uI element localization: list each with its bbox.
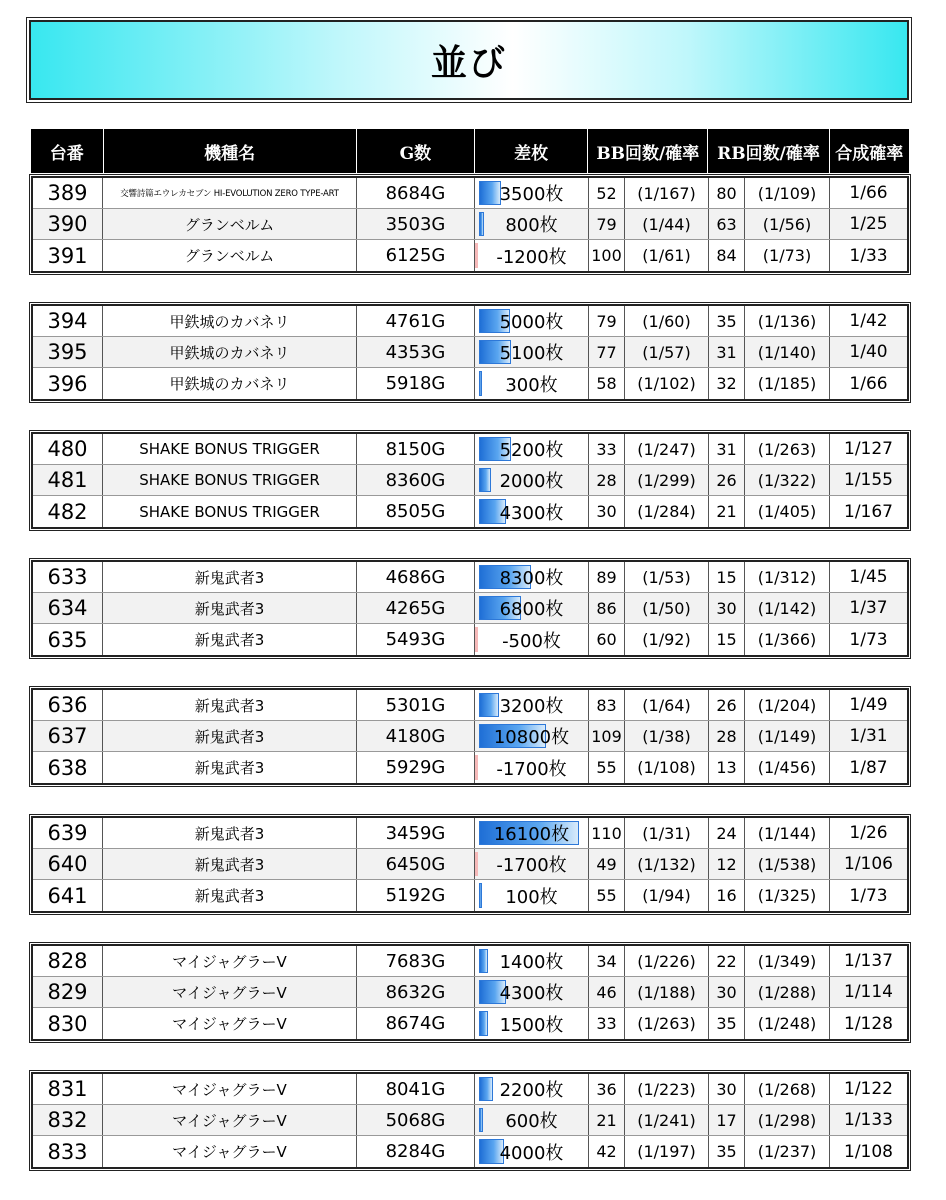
bb-count: 52 bbox=[589, 178, 625, 208]
machine-number: 828 bbox=[33, 946, 103, 976]
coin-difference-value: 1500枚 bbox=[499, 1014, 564, 1036]
bb-probability: (1/61) bbox=[625, 240, 709, 271]
difference-bar bbox=[479, 468, 491, 492]
bb-probability: (1/50) bbox=[625, 593, 709, 623]
coin-difference-value: 6800枚 bbox=[499, 599, 564, 620]
rb-count: 15 bbox=[709, 624, 745, 655]
combined-probability: 1/66 bbox=[849, 183, 888, 203]
coin-difference bbox=[475, 496, 589, 527]
coin-difference-value: 16100枚 bbox=[493, 824, 570, 845]
negative-difference-bar bbox=[475, 755, 478, 780]
rb-count: 32 bbox=[709, 368, 745, 399]
game-count: 4761G bbox=[357, 306, 475, 336]
machine-name: グランベルム bbox=[103, 209, 357, 239]
bb-count: 89 bbox=[589, 562, 625, 592]
bb-count: 86 bbox=[589, 593, 625, 623]
table-header bbox=[31, 129, 909, 173]
bb-count: 60 bbox=[589, 624, 625, 655]
coin-difference-value: 800枚 bbox=[505, 215, 558, 236]
machine-name: マイジャグラーV bbox=[103, 1136, 357, 1167]
game-count: 5301G bbox=[357, 690, 475, 720]
table-row bbox=[33, 306, 907, 337]
rb-probability: (1/366) bbox=[745, 624, 830, 655]
machine-number: 394 bbox=[33, 306, 103, 336]
machine-number: 481 bbox=[33, 465, 103, 495]
machine-name: マイジャグラーV bbox=[103, 1008, 357, 1039]
rb-count: 21 bbox=[709, 496, 745, 527]
table-row bbox=[33, 1136, 907, 1167]
table-row bbox=[33, 496, 907, 527]
machine-number: 395 bbox=[33, 337, 103, 367]
bb-count: 42 bbox=[589, 1136, 625, 1167]
difference-bar bbox=[479, 693, 499, 717]
rb-count: 30 bbox=[709, 1074, 745, 1104]
bb-count: 30 bbox=[589, 496, 625, 527]
game-count: 8632G bbox=[357, 977, 475, 1007]
coin-difference bbox=[475, 690, 589, 720]
machine-number: 482 bbox=[33, 496, 103, 527]
bb-probability: (1/226) bbox=[625, 946, 709, 976]
machine-number: 390 bbox=[33, 209, 103, 239]
table-row bbox=[33, 690, 907, 721]
machine-number: 638 bbox=[33, 752, 103, 783]
machine-name: SHAKE BONUS TRIGGER bbox=[103, 434, 357, 464]
machine-number: 640 bbox=[33, 849, 103, 879]
negative-difference-bar bbox=[475, 627, 478, 652]
rb-probability: (1/538) bbox=[745, 849, 830, 879]
bb-probability: (1/44) bbox=[625, 209, 709, 239]
machine-number: 636 bbox=[33, 690, 103, 720]
rb-probability: (1/456) bbox=[745, 752, 830, 783]
bb-probability: (1/53) bbox=[625, 562, 709, 592]
negative-difference-bar bbox=[475, 243, 478, 268]
rb-count: 22 bbox=[709, 946, 745, 976]
bb-count: 79 bbox=[589, 209, 625, 239]
rb-probability: (1/268) bbox=[745, 1074, 830, 1104]
machine-name: 新鬼武者3 bbox=[103, 593, 357, 623]
rb-probability: (1/142) bbox=[745, 593, 830, 623]
rb-count: 35 bbox=[709, 306, 745, 336]
combined-probability: 1/40 bbox=[849, 342, 888, 362]
machine-group bbox=[31, 432, 909, 529]
bb-probability: (1/167) bbox=[625, 178, 709, 208]
game-count: 5192G bbox=[357, 880, 475, 911]
bb-count: 46 bbox=[589, 977, 625, 1007]
coin-difference bbox=[475, 752, 589, 783]
bb-count: 55 bbox=[589, 752, 625, 783]
rb-probability: (1/136) bbox=[745, 306, 830, 336]
coin-difference bbox=[475, 1074, 589, 1104]
machine-name: SHAKE BONUS TRIGGER bbox=[103, 496, 357, 527]
combined-probability: 1/31 bbox=[849, 726, 888, 746]
machine-number: 634 bbox=[33, 593, 103, 623]
rb-probability: (1/405) bbox=[745, 496, 830, 527]
machine-name: 新鬼武者3 bbox=[103, 849, 357, 879]
table-row bbox=[33, 593, 907, 624]
table-row bbox=[33, 434, 907, 465]
game-count: 4353G bbox=[357, 337, 475, 367]
machine-number: 833 bbox=[33, 1136, 103, 1167]
rb-count: 63 bbox=[709, 209, 745, 239]
rb-count: 17 bbox=[709, 1105, 745, 1135]
coin-difference-value: -1200枚 bbox=[496, 246, 567, 268]
bb-count: 83 bbox=[589, 690, 625, 720]
coin-difference bbox=[475, 880, 589, 911]
coin-difference bbox=[475, 306, 589, 336]
coin-difference-value: 4300枚 bbox=[499, 502, 564, 524]
bb-probability: (1/64) bbox=[625, 690, 709, 720]
coin-difference bbox=[475, 1008, 589, 1039]
machine-name: 新鬼武者3 bbox=[103, 562, 357, 592]
bb-count: 33 bbox=[589, 434, 625, 464]
game-count: 8041G bbox=[357, 1074, 475, 1104]
rb-count: 84 bbox=[709, 240, 745, 271]
coin-difference bbox=[475, 1105, 589, 1135]
game-count: 3503G bbox=[357, 209, 475, 239]
coin-difference-value: 4000枚 bbox=[499, 1142, 564, 1164]
machine-group bbox=[31, 688, 909, 785]
coin-difference-value: 4300枚 bbox=[499, 983, 564, 1004]
header-bb: BB回数/確率 bbox=[588, 129, 708, 173]
coin-difference-value: 5200枚 bbox=[499, 440, 564, 461]
machine-number: 637 bbox=[33, 721, 103, 751]
table-row bbox=[33, 562, 907, 593]
rb-probability: (1/140) bbox=[745, 337, 830, 367]
rb-count: 31 bbox=[709, 337, 745, 367]
machine-number: 635 bbox=[33, 624, 103, 655]
coin-difference bbox=[475, 434, 589, 464]
game-count: 5918G bbox=[357, 368, 475, 399]
difference-bar bbox=[479, 212, 484, 236]
bb-count: 33 bbox=[589, 1008, 625, 1039]
coin-difference-value: 5000枚 bbox=[499, 312, 564, 333]
bb-probability: (1/132) bbox=[625, 849, 709, 879]
difference-bar bbox=[479, 883, 482, 908]
machine-name: 交響詩篇エウレカセブン HI-EVOLUTION ZERO TYPE-ART bbox=[103, 178, 357, 208]
machine-number: 639 bbox=[33, 818, 103, 848]
rb-probability: (1/149) bbox=[745, 721, 830, 751]
coin-difference bbox=[475, 562, 589, 592]
combined-probability: 1/114 bbox=[844, 982, 893, 1002]
machine-number: 391 bbox=[33, 240, 103, 271]
game-count: 8284G bbox=[357, 1136, 475, 1167]
rb-count: 24 bbox=[709, 818, 745, 848]
game-count: 3459G bbox=[357, 818, 475, 848]
difference-bar bbox=[479, 181, 501, 205]
coin-difference-value: 3200枚 bbox=[499, 696, 564, 717]
header-games: G数 bbox=[357, 129, 475, 173]
title-banner bbox=[29, 20, 909, 100]
negative-difference-bar bbox=[475, 852, 478, 876]
machine-group bbox=[31, 1072, 909, 1169]
game-count: 5493G bbox=[357, 624, 475, 655]
difference-bar bbox=[479, 371, 482, 396]
coin-difference-value: 2000枚 bbox=[499, 471, 564, 492]
machine-name: 甲鉄城のカバネリ bbox=[103, 368, 357, 399]
rb-probability: (1/144) bbox=[745, 818, 830, 848]
combined-probability: 1/45 bbox=[849, 567, 888, 587]
combined-probability: 1/137 bbox=[844, 951, 893, 971]
bb-count: 79 bbox=[589, 306, 625, 336]
header-rb: RB回数/確率 bbox=[708, 129, 829, 173]
bb-probability: (1/102) bbox=[625, 368, 709, 399]
combined-probability: 1/108 bbox=[844, 1141, 893, 1162]
game-count: 4265G bbox=[357, 593, 475, 623]
rb-count: 26 bbox=[709, 690, 745, 720]
machine-name: マイジャグラーV bbox=[103, 977, 357, 1007]
header-machine-number: 台番 bbox=[31, 129, 104, 173]
coin-difference bbox=[475, 240, 589, 271]
game-count: 6450G bbox=[357, 849, 475, 879]
bb-count: 36 bbox=[589, 1074, 625, 1104]
table-row bbox=[33, 752, 907, 783]
rb-probability: (1/56) bbox=[745, 209, 830, 239]
coin-difference bbox=[475, 977, 589, 1007]
coin-difference-value: -500枚 bbox=[502, 630, 561, 652]
coin-difference bbox=[475, 337, 589, 367]
machine-name: 新鬼武者3 bbox=[103, 690, 357, 720]
coin-difference-value: 1400枚 bbox=[499, 952, 564, 973]
table-row bbox=[33, 721, 907, 752]
table-row bbox=[33, 465, 907, 496]
machine-name: 新鬼武者3 bbox=[103, 818, 357, 848]
coin-difference bbox=[475, 593, 589, 623]
combined-probability: 1/133 bbox=[844, 1110, 893, 1130]
coin-difference-value: 100枚 bbox=[505, 886, 558, 908]
coin-difference-value: -1700枚 bbox=[496, 855, 567, 876]
coin-difference bbox=[475, 368, 589, 399]
bb-probability: (1/108) bbox=[625, 752, 709, 783]
bb-count: 58 bbox=[589, 368, 625, 399]
difference-bar bbox=[479, 1077, 493, 1101]
combined-probability: 1/73 bbox=[849, 629, 888, 650]
bb-count: 77 bbox=[589, 337, 625, 367]
combined-probability: 1/49 bbox=[849, 695, 888, 715]
game-count: 4686G bbox=[357, 562, 475, 592]
machine-name: マイジャグラーV bbox=[103, 1074, 357, 1104]
rb-count: 15 bbox=[709, 562, 745, 592]
rb-probability: (1/288) bbox=[745, 977, 830, 1007]
combined-probability: 1/33 bbox=[849, 245, 888, 266]
header-combined: 合成確率 bbox=[835, 143, 904, 164]
machine-name: 甲鉄城のカバネリ bbox=[103, 337, 357, 367]
coin-difference-value: 300枚 bbox=[505, 374, 558, 396]
rb-count: 30 bbox=[709, 593, 745, 623]
machine-number: 829 bbox=[33, 977, 103, 1007]
machine-name: マイジャグラーV bbox=[103, 1105, 357, 1135]
table-row bbox=[33, 880, 907, 911]
bb-probability: (1/241) bbox=[625, 1105, 709, 1135]
coin-difference bbox=[475, 624, 589, 655]
table-row bbox=[33, 818, 907, 849]
machine-number: 633 bbox=[33, 562, 103, 592]
rb-count: 13 bbox=[709, 752, 745, 783]
table-row bbox=[33, 624, 907, 655]
game-count: 8684G bbox=[357, 178, 475, 208]
combined-probability: 1/127 bbox=[844, 439, 893, 459]
table-row bbox=[33, 240, 907, 271]
coin-difference-value: 600枚 bbox=[505, 1111, 558, 1132]
game-count: 8674G bbox=[357, 1008, 475, 1039]
table-row bbox=[33, 1105, 907, 1136]
combined-probability: 1/66 bbox=[849, 373, 888, 394]
table-row bbox=[33, 946, 907, 977]
bb-probability: (1/60) bbox=[625, 306, 709, 336]
rb-count: 35 bbox=[709, 1136, 745, 1167]
machine-group bbox=[31, 304, 909, 401]
combined-probability: 1/106 bbox=[844, 854, 893, 874]
bb-count: 21 bbox=[589, 1105, 625, 1135]
rb-count: 31 bbox=[709, 434, 745, 464]
rb-probability: (1/237) bbox=[745, 1136, 830, 1167]
bb-probability: (1/38) bbox=[625, 721, 709, 751]
coin-difference bbox=[475, 818, 589, 848]
machine-name: SHAKE BONUS TRIGGER bbox=[103, 465, 357, 495]
coin-difference bbox=[475, 946, 589, 976]
rb-count: 26 bbox=[709, 465, 745, 495]
bb-count: 100 bbox=[589, 240, 625, 271]
game-count: 5929G bbox=[357, 752, 475, 783]
bb-count: 110 bbox=[589, 818, 625, 848]
combined-probability: 1/155 bbox=[844, 470, 893, 490]
table-row bbox=[33, 849, 907, 880]
table-row bbox=[33, 1074, 907, 1105]
game-count: 4180G bbox=[357, 721, 475, 751]
rb-probability: (1/73) bbox=[745, 240, 830, 271]
table-row bbox=[33, 209, 907, 240]
table-row bbox=[33, 178, 907, 209]
bb-count: 28 bbox=[589, 465, 625, 495]
combined-probability: 1/25 bbox=[849, 214, 888, 234]
coin-difference bbox=[475, 1136, 589, 1167]
coin-difference-value: 5100枚 bbox=[499, 343, 564, 364]
machine-number: 396 bbox=[33, 368, 103, 399]
bb-probability: (1/263) bbox=[625, 1008, 709, 1039]
machine-group bbox=[31, 816, 909, 913]
machine-number: 641 bbox=[33, 880, 103, 911]
machine-name: グランベルム bbox=[103, 240, 357, 271]
machine-number: 830 bbox=[33, 1008, 103, 1039]
combined-probability: 1/128 bbox=[844, 1013, 893, 1034]
machine-name: 甲鉄城のカバネリ bbox=[103, 306, 357, 336]
combined-probability: 1/87 bbox=[849, 757, 888, 778]
rb-probability: (1/263) bbox=[745, 434, 830, 464]
coin-difference-value: -1700枚 bbox=[496, 758, 567, 780]
rb-probability: (1/349) bbox=[745, 946, 830, 976]
header-difference: 差枚 bbox=[475, 129, 588, 173]
bb-probability: (1/94) bbox=[625, 880, 709, 911]
combined-probability: 1/73 bbox=[849, 885, 888, 906]
rb-probability: (1/109) bbox=[745, 178, 830, 208]
rb-probability: (1/298) bbox=[745, 1105, 830, 1135]
machine-group bbox=[31, 944, 909, 1041]
machine-name: 新鬼武者3 bbox=[103, 624, 357, 655]
bb-probability: (1/188) bbox=[625, 977, 709, 1007]
coin-difference bbox=[475, 721, 589, 751]
difference-bar bbox=[479, 949, 488, 973]
bb-probability: (1/92) bbox=[625, 624, 709, 655]
game-count: 5068G bbox=[357, 1105, 475, 1135]
combined-probability: 1/37 bbox=[849, 598, 888, 618]
coin-difference-value: 10800枚 bbox=[493, 727, 570, 748]
rb-count: 80 bbox=[709, 178, 745, 208]
rb-count: 12 bbox=[709, 849, 745, 879]
machine-number: 480 bbox=[33, 434, 103, 464]
machine-number: 831 bbox=[33, 1074, 103, 1104]
table-row bbox=[33, 337, 907, 368]
combined-probability: 1/42 bbox=[849, 311, 888, 331]
rb-probability: (1/312) bbox=[745, 562, 830, 592]
rb-count: 35 bbox=[709, 1008, 745, 1039]
bb-probability: (1/197) bbox=[625, 1136, 709, 1167]
rb-probability: (1/204) bbox=[745, 690, 830, 720]
combined-probability: 1/26 bbox=[849, 823, 888, 843]
rb-probability: (1/185) bbox=[745, 368, 830, 399]
game-count: 8360G bbox=[357, 465, 475, 495]
machine-number: 389 bbox=[33, 178, 103, 208]
machine-name: 新鬼武者3 bbox=[103, 721, 357, 751]
game-count: 8505G bbox=[357, 496, 475, 527]
table-row bbox=[33, 368, 907, 399]
machine-name: 新鬼武者3 bbox=[103, 880, 357, 911]
bb-probability: (1/57) bbox=[625, 337, 709, 367]
rb-probability: (1/248) bbox=[745, 1008, 830, 1039]
table-row bbox=[33, 1008, 907, 1039]
coin-difference bbox=[475, 209, 589, 239]
rb-probability: (1/322) bbox=[745, 465, 830, 495]
coin-difference-value: 3500枚 bbox=[499, 184, 564, 205]
combined-probability: 1/167 bbox=[844, 501, 893, 522]
bb-count: 49 bbox=[589, 849, 625, 879]
machine-number: 832 bbox=[33, 1105, 103, 1135]
machine-group bbox=[31, 560, 909, 657]
bb-probability: (1/247) bbox=[625, 434, 709, 464]
bb-count: 55 bbox=[589, 880, 625, 911]
table-row bbox=[33, 977, 907, 1008]
combined-probability: 1/122 bbox=[844, 1079, 893, 1099]
rb-count: 16 bbox=[709, 880, 745, 911]
bb-probability: (1/299) bbox=[625, 465, 709, 495]
bb-probability: (1/284) bbox=[625, 496, 709, 527]
bb-probability: (1/31) bbox=[625, 818, 709, 848]
machine-group bbox=[31, 176, 909, 273]
bb-count: 109 bbox=[589, 721, 625, 751]
difference-bar bbox=[479, 1011, 488, 1036]
machine-name: マイジャグラーV bbox=[103, 946, 357, 976]
rb-probability: (1/325) bbox=[745, 880, 830, 911]
difference-bar bbox=[479, 1108, 483, 1132]
coin-difference bbox=[475, 178, 589, 208]
bb-probability: (1/223) bbox=[625, 1074, 709, 1104]
coin-difference bbox=[475, 849, 589, 879]
machine-name: 新鬼武者3 bbox=[103, 752, 357, 783]
game-count: 6125G bbox=[357, 240, 475, 271]
game-count: 8150G bbox=[357, 434, 475, 464]
game-count: 7683G bbox=[357, 946, 475, 976]
coin-difference bbox=[475, 465, 589, 495]
page-title: 並び bbox=[430, 42, 507, 84]
coin-difference-value: 2200枚 bbox=[499, 1080, 564, 1101]
bb-count: 34 bbox=[589, 946, 625, 976]
rb-count: 30 bbox=[709, 977, 745, 1007]
coin-difference-value: 8300枚 bbox=[499, 568, 564, 589]
header-machine-name: 機種名 bbox=[104, 129, 357, 173]
rb-count: 28 bbox=[709, 721, 745, 751]
